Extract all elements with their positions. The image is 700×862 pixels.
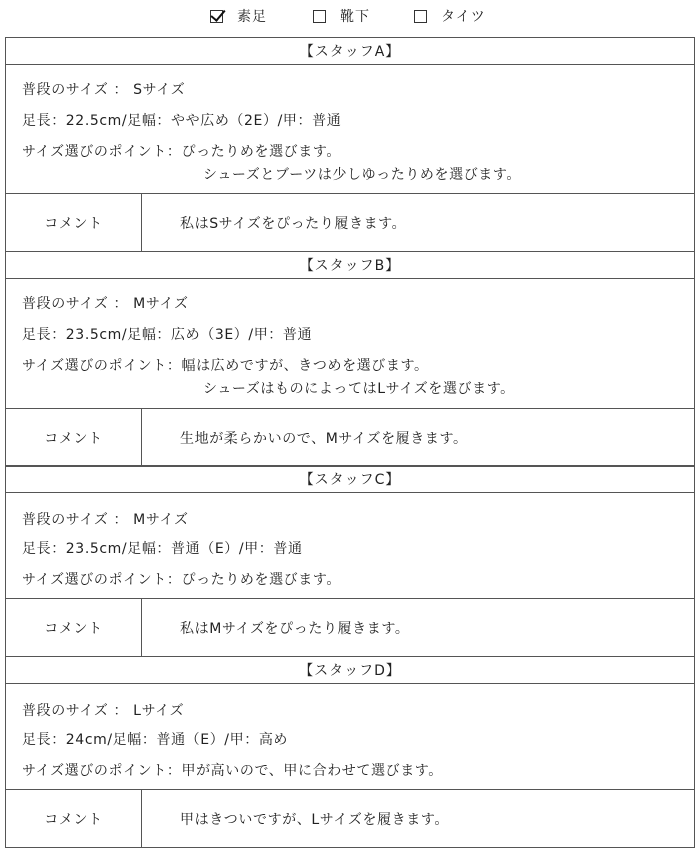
size-point: サイズ選びのポイント：甲が高いので、甲に合わせて選びます。 <box>22 763 443 779</box>
staff-d-info <box>5 684 695 790</box>
comment-label: コメント <box>6 194 142 251</box>
comment-text: 私はSサイズをぴったり履きます。 <box>180 215 407 232</box>
usual-size: 普段のサイズ ： Sサイズ <box>22 82 186 98</box>
legend-item-tights[interactable] <box>414 6 486 26</box>
usual-size: 普段のサイズ ： Lサイズ <box>22 703 185 719</box>
foot-measurements: 足長：24cm/足幅：普通（E）/甲：高め <box>22 732 289 748</box>
legend-label: タイツ <box>441 9 486 25</box>
comment-text: 甲はきついですが、Lサイズを履きます。 <box>180 811 449 828</box>
staff-a-header: 【スタッフA】 <box>5 37 695 65</box>
legend <box>0 0 700 34</box>
comment-text: 私はMサイズをぴったり履きます。 <box>180 620 410 637</box>
legend-label: 素足 <box>237 9 267 25</box>
size-point-extra: シューズとブーツは少しゆったりめを選びます。 <box>203 167 521 183</box>
checkbox-unchecked-icon[interactable] <box>313 10 326 23</box>
foot-measurements: 足長：22.5cm/足幅：やや広め（2E）/甲：普通 <box>22 113 342 129</box>
staff-a-comment-row <box>5 193 695 252</box>
comment-label: コメント <box>6 599 142 656</box>
checkbox-checked-icon[interactable] <box>210 10 223 23</box>
legend-item-barefoot[interactable] <box>210 6 267 26</box>
foot-measurements: 足長：23.5cm/足幅：広め（3E）/甲：普通 <box>22 327 313 343</box>
size-point: サイズ選びのポイント：ぴったりめを選びます。 <box>22 572 341 588</box>
staff-d-header: 【スタッフD】 <box>5 656 695 684</box>
usual-size: 普段のサイズ ： Mサイズ <box>22 296 189 312</box>
staff-b-info <box>5 279 695 409</box>
staff-b-comment-row <box>5 408 695 467</box>
comment-text: 生地が柔らかいので、Mサイズを履きます。 <box>180 430 468 447</box>
size-point: サイズ選びのポイント：幅は広めですが、きつめを選びます。 <box>22 358 429 374</box>
checkbox-unchecked-icon[interactable] <box>414 10 427 23</box>
size-point: サイズ選びのポイント：ぴったりめを選びます。 <box>22 144 341 160</box>
staff-c-info <box>5 493 695 599</box>
legend-item-socks[interactable] <box>313 6 370 26</box>
size-point-extra: シューズはものによってはLサイズを選びます。 <box>203 381 515 397</box>
staff-c-header: 【スタッフC】 <box>5 465 695 493</box>
staff-a-info <box>5 65 695 194</box>
staff-c-comment-row <box>5 598 695 657</box>
legend-label: 靴下 <box>340 9 370 25</box>
foot-measurements: 足長：23.5cm/足幅：普通（E）/甲：普通 <box>22 541 303 557</box>
comment-label: コメント <box>6 409 142 466</box>
staff-b-header: 【スタッフB】 <box>5 251 695 279</box>
staff-d-comment-row <box>5 789 695 848</box>
usual-size: 普段のサイズ ： Mサイズ <box>22 512 189 528</box>
comment-label: コメント <box>6 790 142 847</box>
